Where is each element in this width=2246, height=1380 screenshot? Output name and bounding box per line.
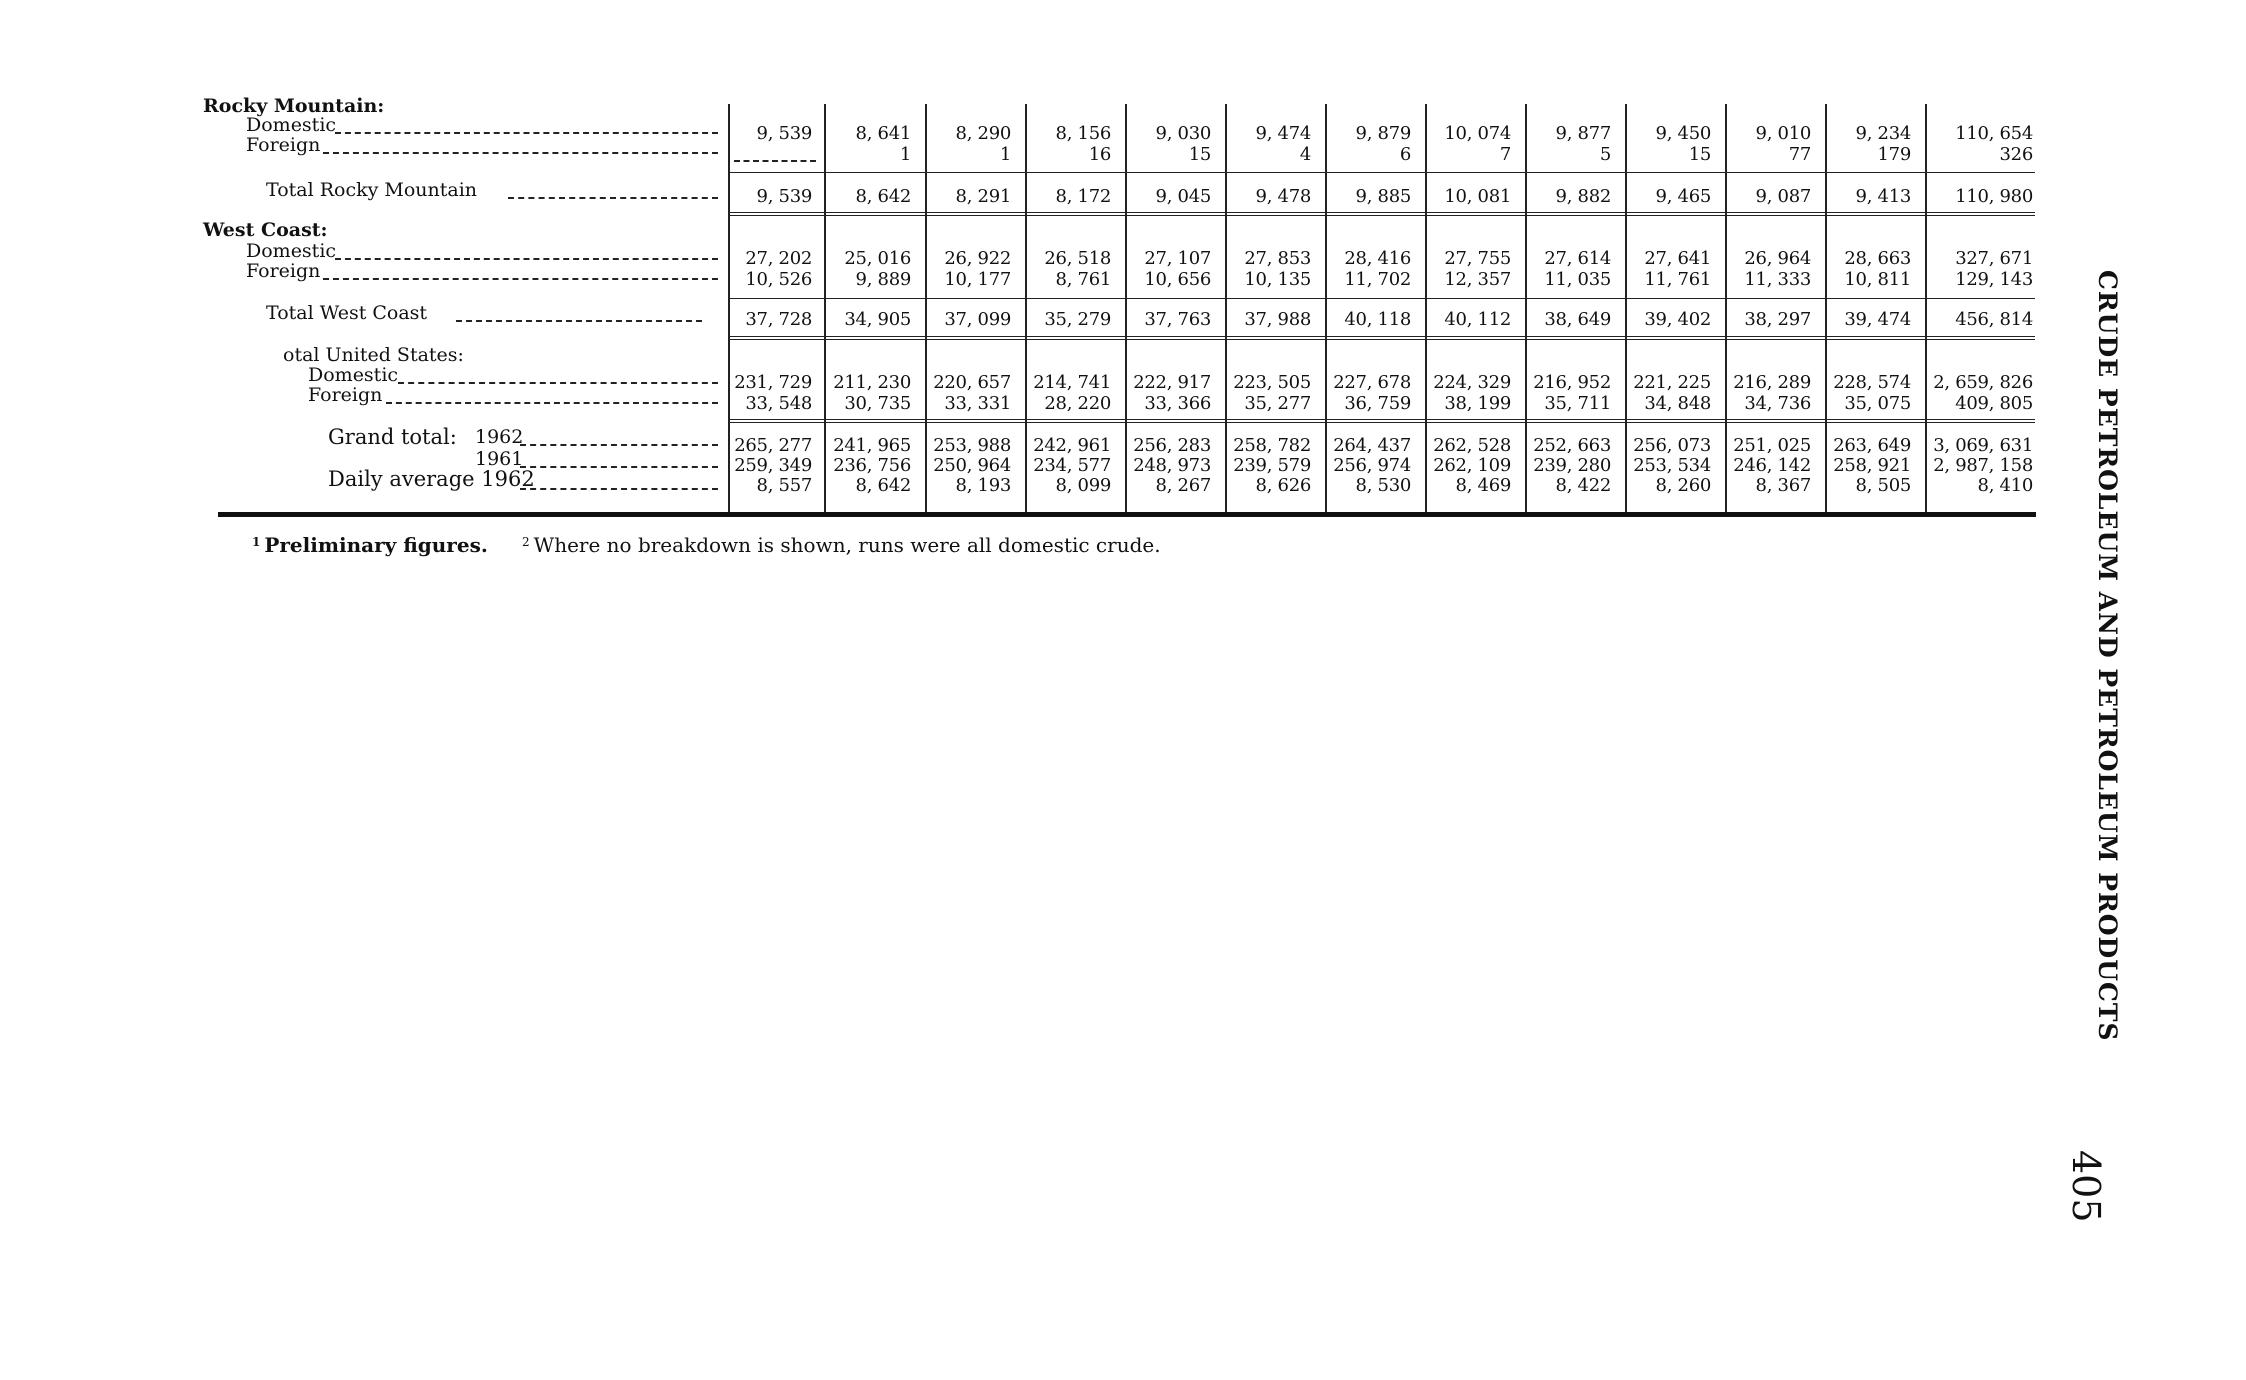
rocky-foreign-cell: 15 [1188, 144, 1211, 165]
row-rule [728, 336, 2035, 337]
us-foreign-cell: 35, 075 [1844, 393, 1911, 414]
daily-average-1962-cell: 8, 642 [855, 475, 911, 496]
us-domestic-cell: 227, 678 [1333, 372, 1411, 393]
rocky-total-cell: 9, 087 [1755, 186, 1811, 207]
rocky-total-cell: 8, 291 [955, 186, 1011, 207]
rocky-total-cell: 10, 081 [1444, 186, 1511, 207]
west-foreign-cell: 9, 889 [855, 269, 911, 290]
west-total-cell: 35, 279 [1044, 309, 1111, 330]
grand-total-1962-cell: 256, 073 [1633, 435, 1711, 456]
west-foreign-cell: 10, 526 [745, 269, 812, 290]
row-rule [728, 339, 2035, 340]
west-domestic-cell: 327, 671 [1955, 248, 2033, 269]
rocky-foreign-cell: 326 [1999, 144, 2033, 165]
us-foreign-cell: 38, 199 [1444, 393, 1511, 414]
us-domestic-cell: 228, 574 [1833, 372, 1911, 393]
leader-dots [386, 402, 718, 404]
grand-total-1962-label: 1962 [475, 426, 524, 448]
page-number [2060, 1150, 2130, 1223]
us-domestic-cell: 224, 329 [1433, 372, 1511, 393]
us-foreign-cell: 36, 759 [1344, 393, 1411, 414]
grand-total-1962-cell: 251, 025 [1733, 435, 1811, 456]
west-total-cell: 39, 474 [1844, 309, 1911, 330]
rocky-domestic-cell: 10, 074 [1444, 123, 1511, 144]
rocky-domestic-cell: 9, 010 [1755, 123, 1811, 144]
us-foreign-cell: 33, 548 [745, 393, 812, 414]
grand-total-1961-cell: 239, 579 [1233, 455, 1311, 476]
grand-total-1962-cell: 263, 649 [1833, 435, 1911, 456]
west-foreign-cell: 10, 656 [1144, 269, 1211, 290]
rocky-total-cell: 8, 172 [1055, 186, 1111, 207]
rocky-foreign-cell: 1 [999, 144, 1011, 165]
row-rule [728, 215, 2035, 216]
rocky-domestic-cell: 9, 539 [756, 123, 812, 144]
west-total-cell: 37, 988 [1244, 309, 1311, 330]
us-foreign-cell: 34, 848 [1644, 393, 1711, 414]
west-foreign-cell: 12, 357 [1444, 269, 1511, 290]
daily-average-1962-cell: 8, 267 [1155, 475, 1211, 496]
west-domestic-cell: 27, 614 [1544, 248, 1611, 269]
footnote-2-text: Where no breakdown is shown, runs were all domestic crude. [533, 533, 1161, 557]
daily-average-1962-cell: 8, 469 [1455, 475, 1511, 496]
leader-dots [398, 382, 718, 384]
west-domestic-cell: 27, 853 [1244, 248, 1311, 269]
row-rule [728, 419, 2035, 420]
leader-dots [335, 258, 718, 260]
rocky-total-cell: 9, 478 [1255, 186, 1311, 207]
us-domestic-cell: 211, 230 [833, 372, 911, 393]
us-domestic-cell: 220, 657 [933, 372, 1011, 393]
leader-dots [323, 278, 718, 280]
rocky-domestic-cell: 110, 654 [1955, 123, 2033, 144]
grand-total-1962-cell: 264, 437 [1333, 435, 1411, 456]
west-total-cell: 38, 297 [1744, 309, 1811, 330]
west-foreign-cell: 129, 143 [1955, 269, 2033, 290]
rocky-foreign-cell: 16 [1088, 144, 1111, 165]
west-domestic-cell: 26, 922 [944, 248, 1011, 269]
west-coast-heading: West Coast: [203, 219, 328, 241]
us-domestic-cell: 223, 505 [1233, 372, 1311, 393]
grand-total-1961-cell: 248, 973 [1133, 455, 1211, 476]
west-foreign-cell: 11, 035 [1544, 269, 1611, 290]
us-foreign-cell: 35, 277 [1244, 393, 1311, 414]
us-domestic-cell: 214, 741 [1033, 372, 1111, 393]
west-foreign-cell: 8, 761 [1055, 269, 1111, 290]
grand-total-1961-cell: 256, 974 [1333, 455, 1411, 476]
rocky-foreign-cell: 6 [1399, 144, 1411, 165]
grand-total-1961-cell: 262, 109 [1433, 455, 1511, 476]
rocky-domestic-label: Domestic [246, 114, 337, 136]
us-domestic-cell: 231, 729 [734, 372, 812, 393]
west-total-cell: 37, 763 [1144, 309, 1211, 330]
west-domestic-cell: 27, 202 [745, 248, 812, 269]
grand-total-1961-cell: 236, 756 [833, 455, 911, 476]
rocky-foreign-cell: 5 [1599, 144, 1611, 165]
us-domestic-cell: 2, 659, 826 [1933, 372, 2033, 393]
west-foreign-cell: 11, 702 [1344, 269, 1411, 290]
us-domestic-cell: 222, 917 [1133, 372, 1211, 393]
rocky-domestic-cell: 9, 234 [1855, 123, 1911, 144]
west-total-cell: 37, 099 [944, 309, 1011, 330]
rocky-domestic-cell: 9, 474 [1255, 123, 1311, 144]
us-domestic-cell: 221, 225 [1633, 372, 1711, 393]
running-head-text: CRUDE PETROLEUM AND PETROLEUM PRODUCTS [2093, 270, 2122, 1042]
west-foreign-cell: 10, 135 [1244, 269, 1311, 290]
grand-total-1961-cell: 2, 987, 158 [1933, 455, 2033, 476]
leader-dots [508, 197, 718, 199]
west-foreign-cell: 11, 333 [1744, 269, 1811, 290]
daily-average-1962-cell: 8, 099 [1055, 475, 1111, 496]
rocky-domestic-cell: 8, 641 [855, 123, 911, 144]
grand-total-1961-cell: 253, 534 [1633, 455, 1711, 476]
us-foreign-cell: 35, 711 [1544, 393, 1611, 414]
daily-average-1962-cell: 8, 557 [756, 475, 812, 496]
grand-total-1962-cell: 258, 782 [1233, 435, 1311, 456]
west-total-cell: 456, 814 [1955, 309, 2033, 330]
rocky-foreign-cell: 7 [1499, 144, 1511, 165]
rocky-total-cell: 9, 465 [1655, 186, 1711, 207]
us-foreign-cell: 33, 331 [944, 393, 1011, 414]
leader-dots [520, 444, 718, 446]
west-domestic-cell: 25, 016 [844, 248, 911, 269]
daily-average-1962-cell: 8, 530 [1355, 475, 1411, 496]
us-domestic-cell: 216, 289 [1733, 372, 1811, 393]
daily-average-1962-cell: 8, 410 [1977, 475, 2033, 496]
us-foreign-cell: 34, 736 [1744, 393, 1811, 414]
west-total-cell: 37, 728 [745, 309, 812, 330]
grand-total-1961-label: 1961 [475, 448, 524, 470]
rocky-domestic-cell: 8, 290 [955, 123, 1011, 144]
rocky-foreign-cell: 15 [1688, 144, 1711, 165]
west-foreign-cell: 11, 761 [1644, 269, 1711, 290]
row-rule [728, 298, 2035, 299]
rocky-total-cell: 9, 882 [1555, 186, 1611, 207]
footnote-2-mark: 2 [522, 535, 530, 549]
total-west-coast-label: Total West Coast [266, 302, 428, 324]
west-foreign-label: Foreign [246, 260, 321, 282]
page-number-text: 405 [2064, 1150, 2108, 1223]
row-rule [728, 212, 2035, 213]
grand-total-1962-cell: 242, 961 [1033, 435, 1111, 456]
rocky-total-cell: 9, 539 [756, 186, 812, 207]
daily-average-1962-cell: 8, 422 [1555, 475, 1611, 496]
west-total-cell: 40, 112 [1444, 309, 1511, 330]
rocky-total-cell: 9, 045 [1155, 186, 1211, 207]
rocky-foreign-cell: 4 [1299, 144, 1311, 165]
rocky-total-cell: 8, 642 [855, 186, 911, 207]
west-total-cell: 34, 905 [844, 309, 911, 330]
leader-dots [456, 320, 702, 322]
footnote-1-mark: 1 [252, 535, 261, 549]
west-total-cell: 40, 118 [1344, 309, 1411, 330]
grand-total-1961-cell: 246, 142 [1733, 455, 1811, 476]
daily-average-1962-cell: 8, 193 [955, 475, 1011, 496]
footnote-1-text: Preliminary figures. [264, 533, 488, 557]
rocky-domestic-cell: 9, 450 [1655, 123, 1711, 144]
west-foreign-cell: 10, 811 [1844, 269, 1911, 290]
rocky-foreign-cell: 179 [1877, 144, 1911, 165]
us-domestic-cell: 216, 952 [1533, 372, 1611, 393]
running-head [2092, 270, 2124, 1190]
leader-dots [335, 132, 718, 134]
rocky-total-cell: 9, 885 [1355, 186, 1411, 207]
rocky-domestic-cell: 9, 877 [1555, 123, 1611, 144]
grand-total-label: Grand total: [328, 425, 457, 449]
grand-total-1962-cell: 252, 663 [1533, 435, 1611, 456]
rocky-domestic-cell: 9, 879 [1355, 123, 1411, 144]
rocky-domestic-cell: 9, 030 [1155, 123, 1211, 144]
rocky-mountain-heading: Rocky Mountain: [203, 95, 385, 117]
grand-total-1962-cell: 253, 988 [933, 435, 1011, 456]
footnote-1 [252, 533, 488, 557]
daily-average-1962-label: Daily average 1962 [328, 467, 535, 491]
rocky-foreign-cell: 77 [1788, 144, 1811, 165]
grand-total-1961-cell: 239, 280 [1533, 455, 1611, 476]
grand-total-1961-cell: 259, 349 [734, 455, 812, 476]
grand-total-1961-cell: 250, 964 [933, 455, 1011, 476]
west-total-cell: 38, 649 [1544, 309, 1611, 330]
row-rule [728, 422, 2035, 423]
leader-dots [323, 152, 718, 154]
west-domestic-cell: 26, 964 [1744, 248, 1811, 269]
grand-total-1962-cell: 265, 277 [734, 435, 812, 456]
west-foreign-cell: 10, 177 [944, 269, 1011, 290]
us-foreign-cell: 33, 366 [1144, 393, 1211, 414]
grand-total-1962-cell: 256, 283 [1133, 435, 1211, 456]
west-domestic-cell: 28, 663 [1844, 248, 1911, 269]
daily-average-1962-cell: 8, 626 [1255, 475, 1311, 496]
rocky-foreign-label: Foreign [246, 134, 321, 156]
total-united-states-heading: otal United States: [283, 344, 464, 366]
grand-total-1962-cell: 3, 069, 631 [1933, 435, 2033, 456]
rocky-total-cell: 110, 980 [1955, 186, 2033, 207]
rocky-total-cell: 9, 413 [1855, 186, 1911, 207]
us-foreign-cell: 28, 220 [1044, 393, 1111, 414]
grand-total-1962-cell: 241, 965 [833, 435, 911, 456]
west-domestic-cell: 27, 641 [1644, 248, 1711, 269]
us-foreign-label: Foreign [308, 384, 383, 406]
leader-dots [520, 466, 718, 468]
total-rocky-mountain-label: Total Rocky Mountain [266, 179, 478, 201]
rocky-domestic-cell: 8, 156 [1055, 123, 1111, 144]
daily-average-1962-cell: 8, 367 [1755, 475, 1811, 496]
daily-average-1962-cell: 8, 505 [1855, 475, 1911, 496]
grand-total-1962-cell: 262, 528 [1433, 435, 1511, 456]
west-domestic-label: Domestic [246, 240, 337, 262]
west-domestic-cell: 28, 416 [1344, 248, 1411, 269]
west-domestic-cell: 27, 755 [1444, 248, 1511, 269]
rocky-foreign-cell: 1 [899, 144, 911, 165]
west-domestic-cell: 27, 107 [1144, 248, 1211, 269]
us-foreign-cell: 30, 735 [844, 393, 911, 414]
footnote-2 [522, 533, 1161, 557]
grand-total-1961-cell: 258, 921 [1833, 455, 1911, 476]
grand-total-1961-cell: 234, 577 [1033, 455, 1111, 476]
us-domestic-label: Domestic [308, 364, 399, 386]
leader-dots [520, 488, 718, 490]
row-rule [728, 172, 2035, 173]
west-domestic-cell: 26, 518 [1044, 248, 1111, 269]
table-bottom-rule [218, 512, 2036, 517]
daily-average-1962-cell: 8, 260 [1655, 475, 1711, 496]
west-total-cell: 39, 402 [1644, 309, 1711, 330]
us-foreign-cell: 409, 805 [1955, 393, 2033, 414]
